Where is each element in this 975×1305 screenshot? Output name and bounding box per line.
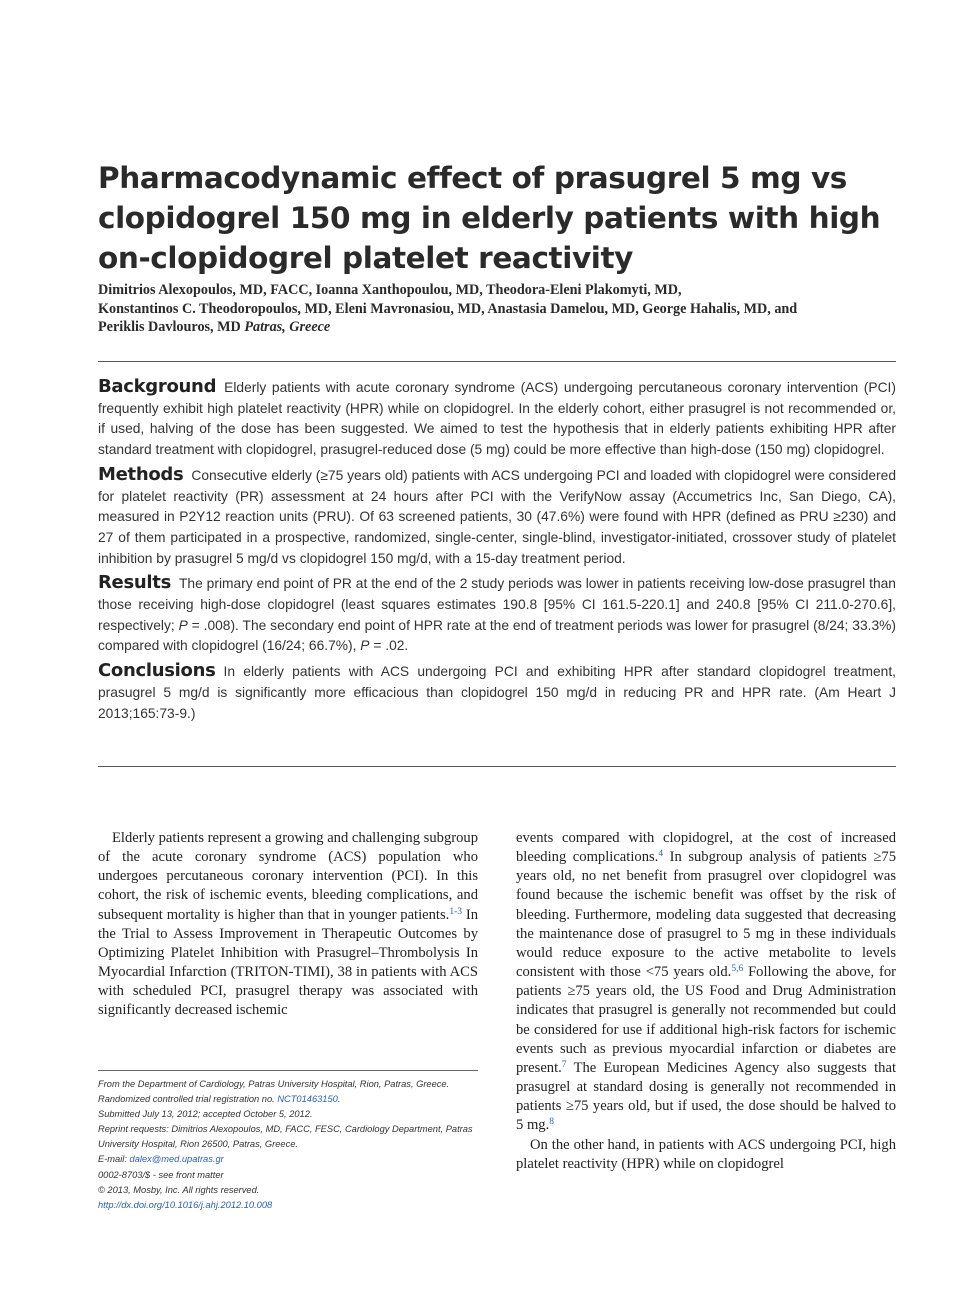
issn-note: 0002-8703/$ - see front matter [98, 1169, 224, 1180]
results-text: = .008). The secondary end point of HPR rate at the end of treatment periods was lower for prasugrel (8/24; 33.3%) compared with clopidogrel (16/24; 66.7%), [98, 617, 896, 654]
email-label: E-mail: [98, 1154, 127, 1165]
abstract-bottom-divider [98, 766, 896, 767]
body-paragraph: On the other hand, in patients with ACS undergoing PCI, high platelet reactivity (HPR) while on clopidogrel [516, 1136, 896, 1172]
reprint-note: Reprint requests: Dimitrios Alexopoulos, MD, FACC, FESC, Cardiology Department, Patras [98, 1124, 473, 1135]
reference-link[interactable]: 8 [549, 1117, 554, 1128]
reference-link[interactable]: 1-3 [449, 906, 462, 917]
conclusions-heading: Conclusions [98, 660, 216, 682]
copyright-note: © 2013, Mosby, Inc. All rights reserved. [98, 1184, 260, 1195]
body-text: In the Trial to Assess Improvement in Therapeutic Outcomes by Optimizing Platelet Inhibition with Prasugrel–Thrombolysis In Myocardial Infarction (TRITON-TIMI), 38 in patients with ACS with scheduled PCI, prasugrel therapy was associated with significantly decreased ischemic [98, 906, 478, 1019]
reference-link[interactable]: 5,6 [731, 964, 744, 975]
email-note [98, 1152, 478, 1167]
author-line [98, 318, 898, 337]
author-location: Patras, Greece [244, 319, 331, 335]
title-line: Pharmacodynamic effect of prasugrel 5 mg vs [98, 161, 847, 195]
body-text: Elderly patients represent a growing and challenging subgroup of the acute coronary syndrome (ACS) population who undergoes percutaneous coronary intervention (PCI). In this cohort, the risk of ischemic events, bleeding complications, and subsequent mortality is higher than that in younger patients. [98, 830, 478, 923]
abstract-methods [98, 465, 896, 570]
abstract-results [98, 573, 896, 657]
affiliation-note: From the Department of Cardiology, Patras University Hospital, Rion, Patras, Greece. [98, 1079, 450, 1089]
trial-id-link[interactable]: NCT01463150 [277, 1094, 338, 1105]
conclusions-text: In elderly patients with ACS undergoing PCI and exhibiting HPR after standard clopidogrel treatment, prasugrel 5 mg/d is significantly more efficacious than clopidogrel 150 mg/d in reducing PR and HPR rate. (Am Heart J 2013;165:73-9.) [98, 664, 896, 721]
submission-note: Submitted July 13, 2012; accepted October 5, 2012. [98, 1109, 313, 1120]
reference-link[interactable]: 4 [658, 849, 664, 860]
doi-link[interactable]: http://dx.doi.org/10.1016/j.ahj.2012.10.008 [98, 1199, 273, 1210]
p-value-symbol: P [360, 638, 370, 654]
body-text: The European Medicines Agency also suggests that prasugrel at standard dosing is generally not recommended in patients ≥75 years old, but if used, the dose should be halved to 5 mg. [516, 1059, 897, 1134]
footnotes [98, 1077, 478, 1213]
background-heading: Background [98, 376, 217, 397]
reprint-note: University Hospital, Rion 26500, Patras, Greece. [98, 1139, 298, 1150]
author-line: Dimitrios Alexopoulos, MD, FACC, Ioanna Xanthopoulou, MD, Theodora-Eleni Plakomyti, MD, [98, 282, 682, 298]
results-text: The primary end point of PR at the end of the 2 study periods was lower in patients receiving low-dose prasugrel than those receiving high-dose clopidogrel (least squares estimates 190.8 [95% CI 161.5-220.1] and 240.8 [95% CI 211.0-270.6], respectively; [98, 576, 896, 633]
results-heading: Results [98, 572, 171, 594]
abstract [98, 377, 896, 728]
abstract-top-divider [98, 361, 896, 362]
p-value-symbol: P [178, 617, 188, 633]
body-text: events compared with clopidogrel, at the cost of increased bleeding complications. [516, 830, 896, 866]
abstract-background [98, 377, 896, 461]
body-text: In subgroup analysis of patients ≥75 years old, no net benefit from prasugrel over clopidogrel was found because the ischemic benefit was offset by the risk of bleeding. Furthermore, modeling data suggested that decreasing the maintenance dose of prasugrel to 5 mg in these individuals would reduce exposure to the active metabolite to levels consistent with those <75 years old. [516, 849, 896, 981]
article-title [98, 158, 888, 278]
trial-registration-note [98, 1092, 478, 1107]
methods-text: Consecutive elderly (≥75 years old) patients with ACS undergoing PCI and loaded with clopidogrel were considered for platelet reactivity (PR) assessment at 24 hours after PCI with the VerifyNow assay (Accumetrics Inc, San Diego, CA), measured in P2Y12 reaction units (PRU). Of 63 screened patients, 30 (47.6%) were found with HPR (defined as PRU ≥230) and 27 of them participated in a prospective, randomized, single-center, single-blind, investigator-initiated, crossover study of platelet inhibition by prasugrel 5 mg/d vs clopidogrel 150 mg/d, with a 15-day treatment period. [98, 467, 896, 566]
reference-link[interactable]: 7 [561, 1059, 567, 1070]
author-line: Konstantinos C. Theodoropoulos, MD, Eleni Mavronasiou, MD, Anastasia Damelou, MD, George Hahalis, MD, and [98, 300, 798, 317]
author-names: Periklis Davlouros, MD [98, 319, 241, 335]
body-column-right [516, 829, 896, 1174]
trial-label: Randomized controlled trial registration no. [98, 1094, 275, 1105]
body-paragraph [516, 829, 896, 1136]
footnote-divider [98, 1070, 478, 1071]
trial-end: . [337, 1094, 341, 1105]
title-line: clopidogrel 150 mg in elderly patients with high [98, 201, 881, 235]
abstract-conclusions [98, 661, 896, 724]
title-line: on-clopidogrel platelet reactivity [98, 241, 634, 275]
background-text: Elderly patients with acute coronary syndrome (ACS) undergoing percutaneous coronary intervention (PCI) frequently exhibit high platelet reactivity (HPR) while on clopidogrel. In the elderly cohort, either prasugrel is not recommended or, if used, halving of the dose has been suggested. We aimed to test the hypothesis that in elderly patients exhibiting HPR after standard treatment with clopidogrel, prasugrel-reduced dose (5 mg) could be more effective than high-dose (150 mg) clopidogrel. [98, 380, 896, 458]
body-column-left [98, 829, 478, 1021]
author-list [98, 281, 898, 337]
email-link[interactable]: dalex@med.upatras.gr [129, 1154, 224, 1165]
body-text: Following the above, for patients ≥75 years old, the US Food and Drug Administration indicates that prasugrel is generally not recommended but could be considered for use if additional high-risk factors for ischemic events such as previous myocardial infarction or diabetes are present. [516, 964, 896, 1076]
results-text: = .02. [373, 638, 409, 654]
body-paragraph [98, 829, 478, 1021]
methods-heading: Methods [98, 463, 184, 485]
